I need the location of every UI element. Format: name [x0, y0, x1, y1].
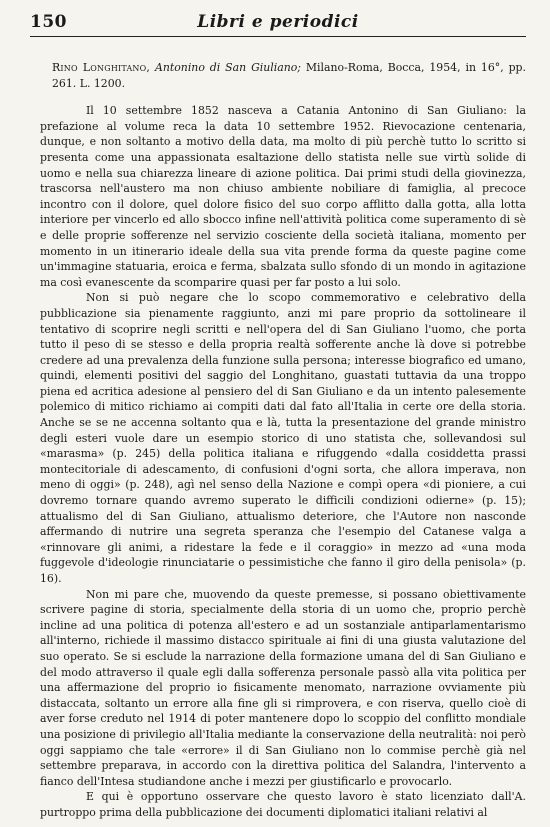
review-body [40, 60, 526, 821]
page-header [30, 10, 526, 37]
citation-details: Milano-Roma, Bocca, 1954, in 16°, pp. 261. L. 1200. [52, 61, 526, 90]
page-number: 150 [30, 12, 67, 32]
paragraph: E qui è opportuno osservare che questo lavoro è stato licenziato dall'A. purtroppo prima della pubblicazione dei documenti diplomatici italiani relativi al [40, 790, 526, 819]
book-citation [40, 60, 526, 91]
paragraph: Il 10 settembre 1852 nasceva a Catania Antonino di San Giuliano: la prefazione al volume reca la data 10 settembre 1952. Rievocazione centenaria, dunque, e non soltanto a motivo della data, ma molto di più perchè tutto lo scritto si presenta come una appassionata esaltazione dello statista nelle sue virtù solide di uomo e nella sua chiarezza lineare di azione politica. Dai primi studi della giovinezza, trascorsa nell'austero ma non chiuso ambiente nobiliare di famiglia, al precoce incontro con il dolore, quel dolore fisico del suo corpo afflitto dalla gotta, alla lotta interiore per vincerlo ed allo sbocco infine nell'attività politica come superamento di sè e delle proprie sofferenze nel servizio cosciente della società italiana, momento per momento in un itinerario ideale della sua vita prende forma da queste pagine come un'immagine statuaria, eroica e ferma, sbalzata sullo sfondo di un mondo in agitazione ma così evanescente da scomparire quasi per far posto a lui solo. [40, 104, 526, 289]
running-title: Libri e periodici [197, 12, 359, 32]
paragraph: Non mi pare che, muovendo da queste premesse, si possano obiettivamente scrivere pagine di storia, specialmente della storia di un uomo che, proprio perchè incline ad una politica di potenza all'estero e ad un sostanziale antiparlamentarismo all'interno, richiede il massimo distacco spirituale ai fini di una giusta valutazione del suo operato. Se si esclude la narrazione della formazione umana del di San Giuliano e del modo attraverso il quale egli dalla sofferenza personale passò alla vita politica per una affermazione del proprio io fisicamente menomato, narrazione ovviamente più distaccata, soltanto un errore alla fine gli si rimprovera, e con riserva, quello cioè di aver forse creduto nel 1914 di poter mantenere dopo lo scoppio del conflitto mondiale una posizione di privilegio all'Italia mediante la conservazione della neutralità: noi però oggi sappiamo che tale «errore» il di San Giuliano non lo commise perchè già nel settembre preparava, in accordo con la direttiva politica del Salandra, l'intervento a fianco dell'Intesa studiandone anche i mezzi per giustificarlo e provocarlo. [40, 587, 526, 788]
citation-author: Rino Longhitano, [52, 61, 151, 74]
citation-title: Antonino di San Giuliano; [155, 61, 301, 74]
paragraph: Non si può negare che lo scopo commemorativo e celebrativo della pubblicazione sia pienamente raggiunto, anzi mi pare proprio da sottolineare il tentativo di scoprire negli scritti e nell'opera del di San Giuliano l'uomo, che porta tutto il peso di se stesso e della propria realtà sofferente anche là dove si potrebbe credere ad una prevalenza della funzione sulla persona; interesse biografico ed umano, quindi, elementi positivi del saggio del Longhitano, guastati tuttavia da una troppo piena ed acritica adesione al pensiero del di San Giuliano e da un intento palesemente polemico di mitico richiamo ai compiti dati dal fato all'Italia in certe ore della storia. Anche se se ne accenna soltanto qua e là, tutta la presentazione del grande ministro degli esteri vuole dare un esempio storico di uno statista che, sollevandosi sul «marasma» (p. 245) della politica italiana e rifuggendo «dalla cosiddetta prassi montecitoriale di adescamento, di confusioni d'ogni sorta, che allora imperava, non meno di oggi» (p. 248), agì nel senso della Nazione e compì opera «di pioniere, a cui dovremo tornare quando avremo superato le difficili condizioni odierne» (p. 15); attualismo del di San Giuliano, attualismo deteriore, che l'Autore non nasconde affermando di nutrire una segreta speranza che l'esempio del Catanese valga a «rinnovare gli animi, a ridestare la fede e il coraggio» in mezzo ad «una moda fuggevole d'ideologie rinunciatarie o pessimistiche che fanno il giro della penisola» (p. 16). [40, 291, 526, 585]
